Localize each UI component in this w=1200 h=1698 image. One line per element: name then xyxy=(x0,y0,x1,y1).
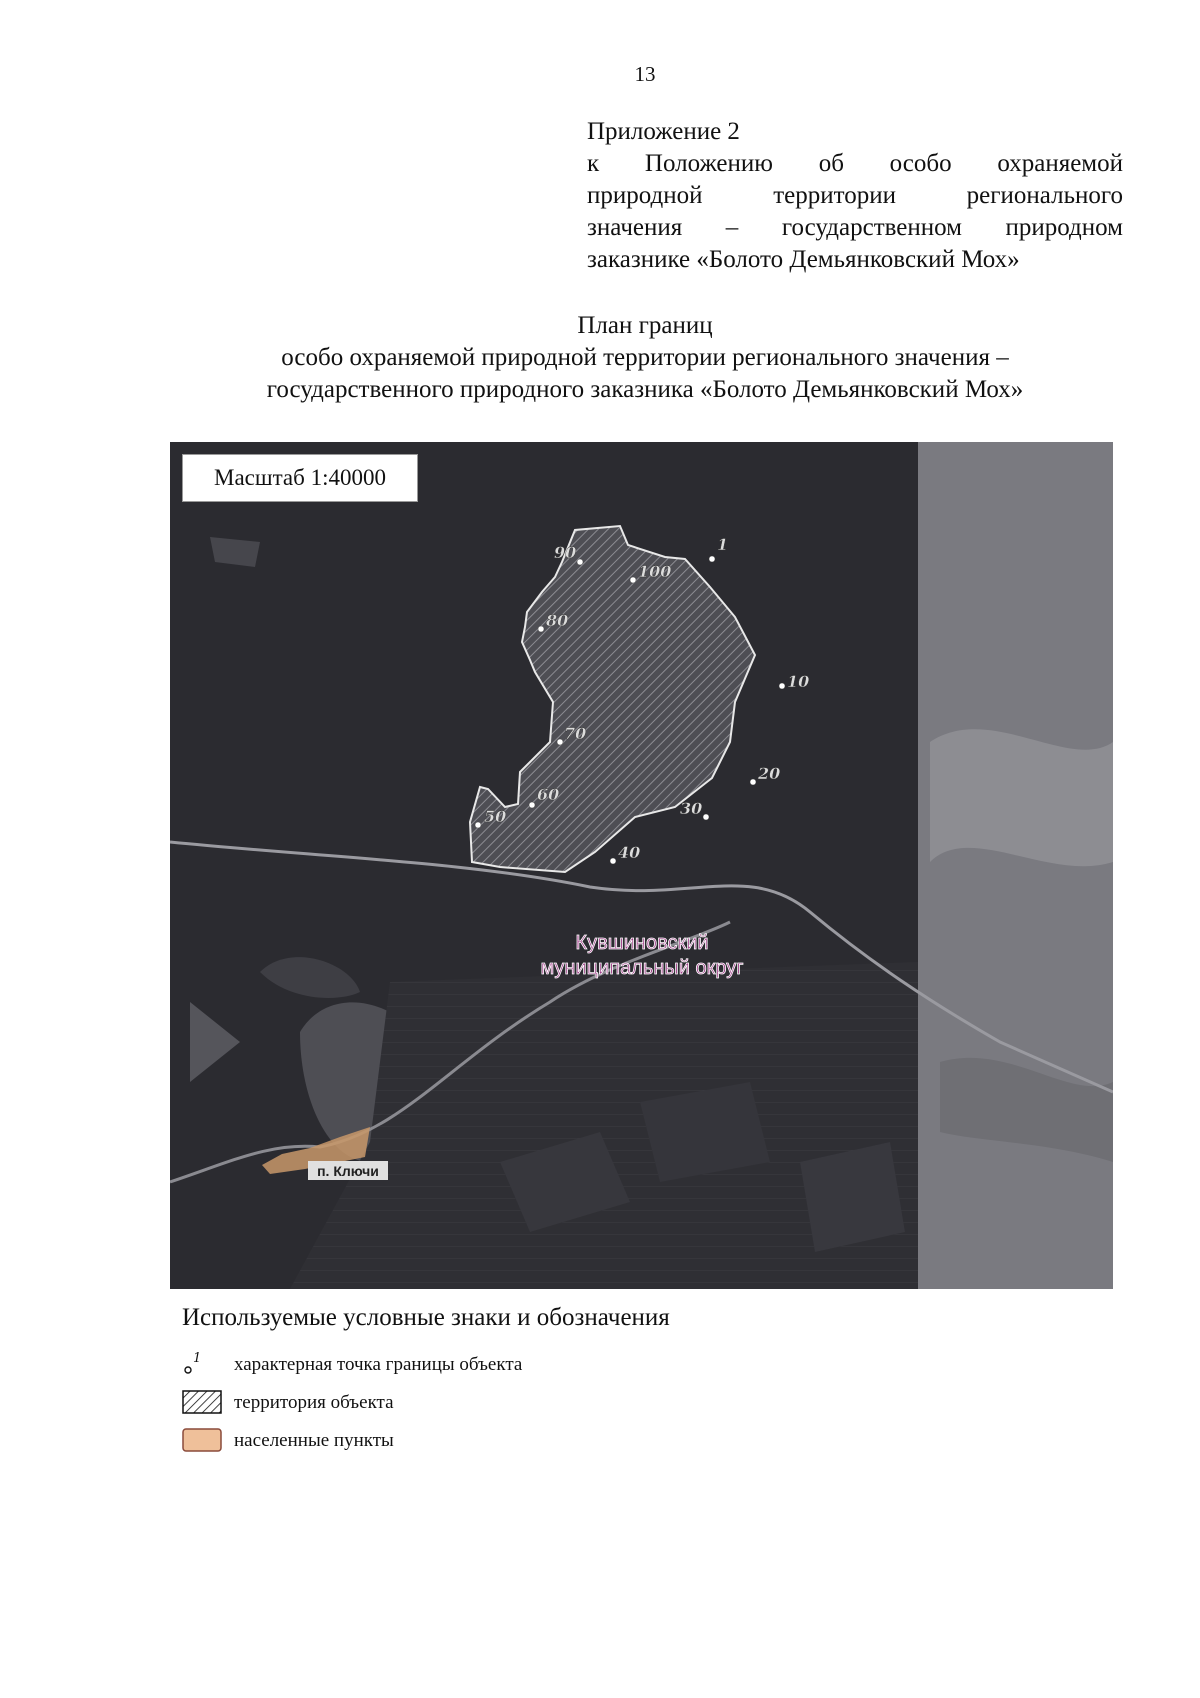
map[interactable] xyxy=(170,442,1113,1289)
plan-title-line: государственного природного заказника «Болото Демьянковский Мох» xyxy=(266,376,1024,403)
point-label: 80 xyxy=(546,611,569,630)
legend-item-territory xyxy=(182,1386,882,1424)
point-label: 60 xyxy=(537,785,560,804)
field-parcel xyxy=(800,1142,905,1252)
legend-item-settlement xyxy=(182,1424,882,1462)
boundary-point-marker[interactable] xyxy=(475,822,481,828)
point-label: 10 xyxy=(787,672,810,691)
settlement-icon xyxy=(182,1428,222,1452)
point-label: 40 xyxy=(618,843,641,862)
point-label: 100 xyxy=(638,562,672,581)
appendix-header xyxy=(587,116,1123,276)
legend xyxy=(182,1304,882,1462)
boundary-point-marker[interactable] xyxy=(779,683,785,689)
district-label: Кувшиновский xyxy=(575,932,709,954)
boundary-point-marker[interactable] xyxy=(529,802,535,808)
legend-item-point xyxy=(182,1348,882,1386)
point-label: 20 xyxy=(758,764,781,783)
hatch-icon xyxy=(182,1390,222,1414)
point-icon-marker: 1 xyxy=(193,1352,202,1366)
boundary-point-marker[interactable] xyxy=(577,559,583,565)
point-label: 1 xyxy=(717,535,729,554)
plan-title-line: особо охраняемой природной территории регионального значения – xyxy=(281,344,1009,371)
scale-box: Масштаб 1:40000 xyxy=(182,454,418,502)
boundary-point-marker[interactable] xyxy=(750,779,756,785)
appendix-line: значения – государственном природном xyxy=(587,214,1123,241)
imagery-patch xyxy=(930,729,1113,866)
boundary-point-marker[interactable] xyxy=(557,739,563,745)
legend-title: Используемые условные знаки и обозначения xyxy=(182,1304,670,1331)
district-label: муниципальный округ xyxy=(540,957,744,979)
boundary-point-marker[interactable] xyxy=(703,814,709,820)
plan-title xyxy=(100,310,1190,406)
legend-item-label: населенные пункты xyxy=(234,1430,394,1451)
appendix-line: Приложение 2 xyxy=(587,118,740,145)
settlement-label xyxy=(308,1161,388,1180)
map-canvas xyxy=(170,442,1113,1289)
point-icon xyxy=(182,1352,222,1376)
legend-item-label: характерная точка границы объекта xyxy=(234,1354,523,1375)
point-label: 50 xyxy=(484,807,507,826)
boundary-point-marker[interactable] xyxy=(538,626,544,632)
boundary-point-marker[interactable] xyxy=(630,577,636,583)
boundary-point-marker[interactable] xyxy=(610,858,616,864)
legend-item-label: территория объекта xyxy=(234,1392,394,1413)
appendix-line: природной территории регионального xyxy=(587,182,1123,209)
plan-title-line: План границ xyxy=(577,312,713,339)
point-label: 70 xyxy=(564,724,587,743)
appendix-line: заказнике «Болото Демьянковский Мох» xyxy=(587,246,1020,273)
point-label: 90 xyxy=(554,543,577,562)
page-number: 13 xyxy=(634,62,656,86)
point-label: 30 xyxy=(680,799,703,818)
appendix-line: к Положению об особо охраняемой xyxy=(587,150,1123,177)
svg-text:п. Ключи: п. Ключи xyxy=(317,1163,379,1179)
boundary-point-marker[interactable] xyxy=(709,556,715,562)
